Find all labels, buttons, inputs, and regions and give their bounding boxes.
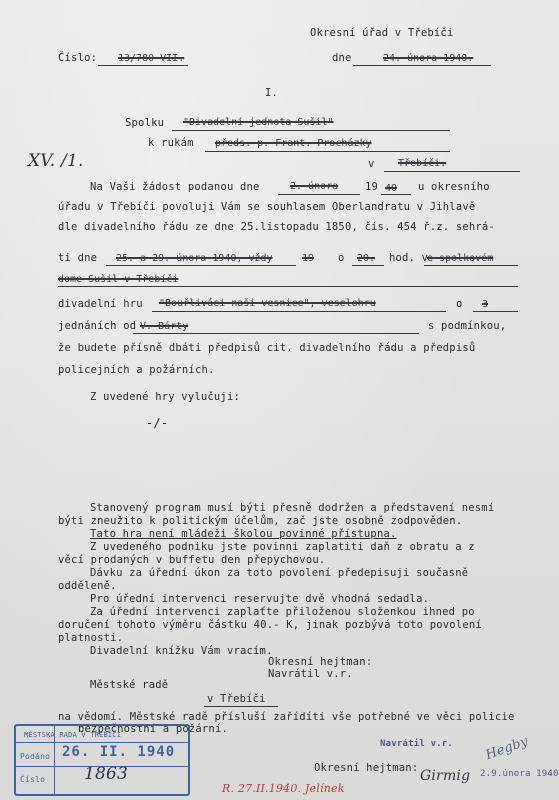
registry-stamp <box>14 724 190 796</box>
body-line-1a: Na Vaši žádost podanou dne <box>90 181 260 193</box>
performance-dates: 25. a 29. února 1940, vždy <box>116 253 273 264</box>
stamp-divider-v <box>54 726 55 794</box>
addressee-value: "Divadelní jednota Sušil" <box>183 117 334 128</box>
bottom-signature-title: Okresní hejtman: <box>314 762 419 774</box>
play-line <box>152 311 446 312</box>
stamp-header: MĚSTSKÁ RADA V TŘEBÍČI <box>24 731 122 739</box>
council-town-line <box>204 706 278 707</box>
attention-line <box>205 151 450 152</box>
venue-part-2: dome Sušil v Třebíči <box>58 274 179 285</box>
body-line-8: policejních a požárních. <box>58 364 215 376</box>
date-value: 24. února 1940. <box>383 53 474 64</box>
acts-count: 3 <box>482 299 489 310</box>
body-play-label: divadelní hru <box>58 298 143 310</box>
body-line-2: úřadu v Třebíči povoluji Vám se souhlasem Oberlandratu v Jihlavě <box>58 201 476 213</box>
red-annotation: R. 27.II.1940. Jelínek <box>222 782 345 795</box>
town-prefix: v <box>368 158 375 170</box>
author-line <box>133 333 419 334</box>
stamp-number-label: Číslo <box>20 775 46 784</box>
signature-name: Navrátil v.r. <box>268 668 353 680</box>
date-label: dne <box>332 52 352 64</box>
performance-hour: 19 <box>302 253 315 264</box>
stamp-date: 26. II. 1940 <box>62 744 176 760</box>
cond-line-12: Divadelní knížku Vám vracím. <box>90 645 273 657</box>
council-note-1: na vědomí. Městské radě přísluší zařídíti vše potřebné ve věci policie <box>58 711 515 723</box>
stamp-number: 1863 <box>84 764 129 784</box>
body-line-3: dle divadelního řádu ze dne 25.listopadu 1850, čís. 454 ř.z. sehrá- <box>58 221 495 233</box>
date-line <box>353 65 491 66</box>
body-line-1b: u okresního <box>418 181 490 193</box>
signature-title: Okresní hejtman: <box>268 656 373 668</box>
body-hod: hod. v <box>389 252 429 264</box>
cond-line-7: odděleně. <box>58 580 117 592</box>
bottom-signature-name: Navrátil v.r. <box>380 739 454 749</box>
venue-part-1: e spolkovém <box>427 253 494 264</box>
body-year-suffix: 40 <box>385 183 398 194</box>
request-line <box>278 194 360 195</box>
body-year-prefix: 19 <box>365 181 379 193</box>
council-note-2: bezpečnostní a požární. <box>78 723 228 735</box>
file-mark: XV. /1. <box>28 151 84 171</box>
addressee-line <box>172 130 450 131</box>
body-line-4a: ti dne <box>58 252 98 264</box>
addressee-label: Spolku <box>125 117 165 129</box>
council-town: v Třebíči <box>207 693 266 705</box>
venue-line-2 <box>58 286 518 287</box>
corner-handwriting: Hegby <box>483 733 531 764</box>
stamp-received-label: Podáno <box>20 752 51 761</box>
attention-value: předs. p. Frant. Procházky <box>215 138 372 149</box>
town-line <box>384 171 520 172</box>
cond-line-11: platnosti. <box>58 632 124 644</box>
corner-date: 2.9.února 1940 <box>480 769 559 779</box>
cond-line-1: Stanovený program musí býti přesně dodržen a představení nesmí <box>90 502 495 514</box>
body-condition: s podmínkou, <box>428 320 507 332</box>
cond-line-9: Za úřední intervenci zaplaťte přiloženou složenkou ihned po <box>90 606 475 618</box>
body-o-2: o <box>456 298 463 310</box>
body-line-7: že budete přísně dbáti předpisů cit. divadelního řádu a předpisů <box>58 342 476 354</box>
number-value: 13/780-VII. <box>118 53 185 64</box>
venue-line-1 <box>424 265 518 266</box>
performance-hour-2: 20. <box>357 253 376 264</box>
cond-line-3: Tato hra není mládeži školou povinné přístupna. <box>90 528 397 540</box>
cond-line-4: Z uvedeného podniku jste povinni zaplatiti daň z obratu a z <box>90 541 475 553</box>
play-title: "Bouřliváci naši vesnice", veselohru <box>159 298 376 309</box>
exclude-label: Z uvedené hry vylučuji: <box>90 391 240 403</box>
page-numeral: I. <box>265 87 279 99</box>
cond-line-2: býti zneužito k politickým účelům, zač jste osobně zodpověden. <box>58 515 463 527</box>
hour-line <box>352 265 384 266</box>
office-header: Okresní úřad v Třebíči <box>310 27 454 39</box>
cond-line-6: Dávku za úřední úkon za toto povolení předepisuji současně <box>90 567 469 579</box>
cond-line-5: věcí prodaných v buffetu den přepychovou. <box>58 554 326 566</box>
stamp-divider-1 <box>16 742 188 743</box>
cond-line-8: Pro úřední intervenci reservujte dvě vhodná sedadla. <box>90 593 430 605</box>
body-date-request: 2. února <box>290 181 339 192</box>
cond-line-10: doručení tohoto výměru částku 40.- K, jinak pozbývá toto povolení <box>58 619 482 631</box>
council-label: Městské radě <box>90 679 169 691</box>
performance-line <box>106 265 296 266</box>
exclude-dash: -/- <box>146 416 169 430</box>
author-value: V. Bárty <box>140 321 189 332</box>
number-line <box>98 65 188 66</box>
number-label: Číslo: <box>58 52 98 64</box>
attention-label: k rukám <box>148 137 194 149</box>
year-line <box>381 194 411 195</box>
handwritten-signature: Girmig <box>420 768 471 784</box>
town-value: Třebíči. <box>398 158 447 169</box>
acts-line <box>473 311 518 312</box>
body-acts-from: jednáních od <box>58 320 137 332</box>
body-o: o <box>338 252 345 264</box>
